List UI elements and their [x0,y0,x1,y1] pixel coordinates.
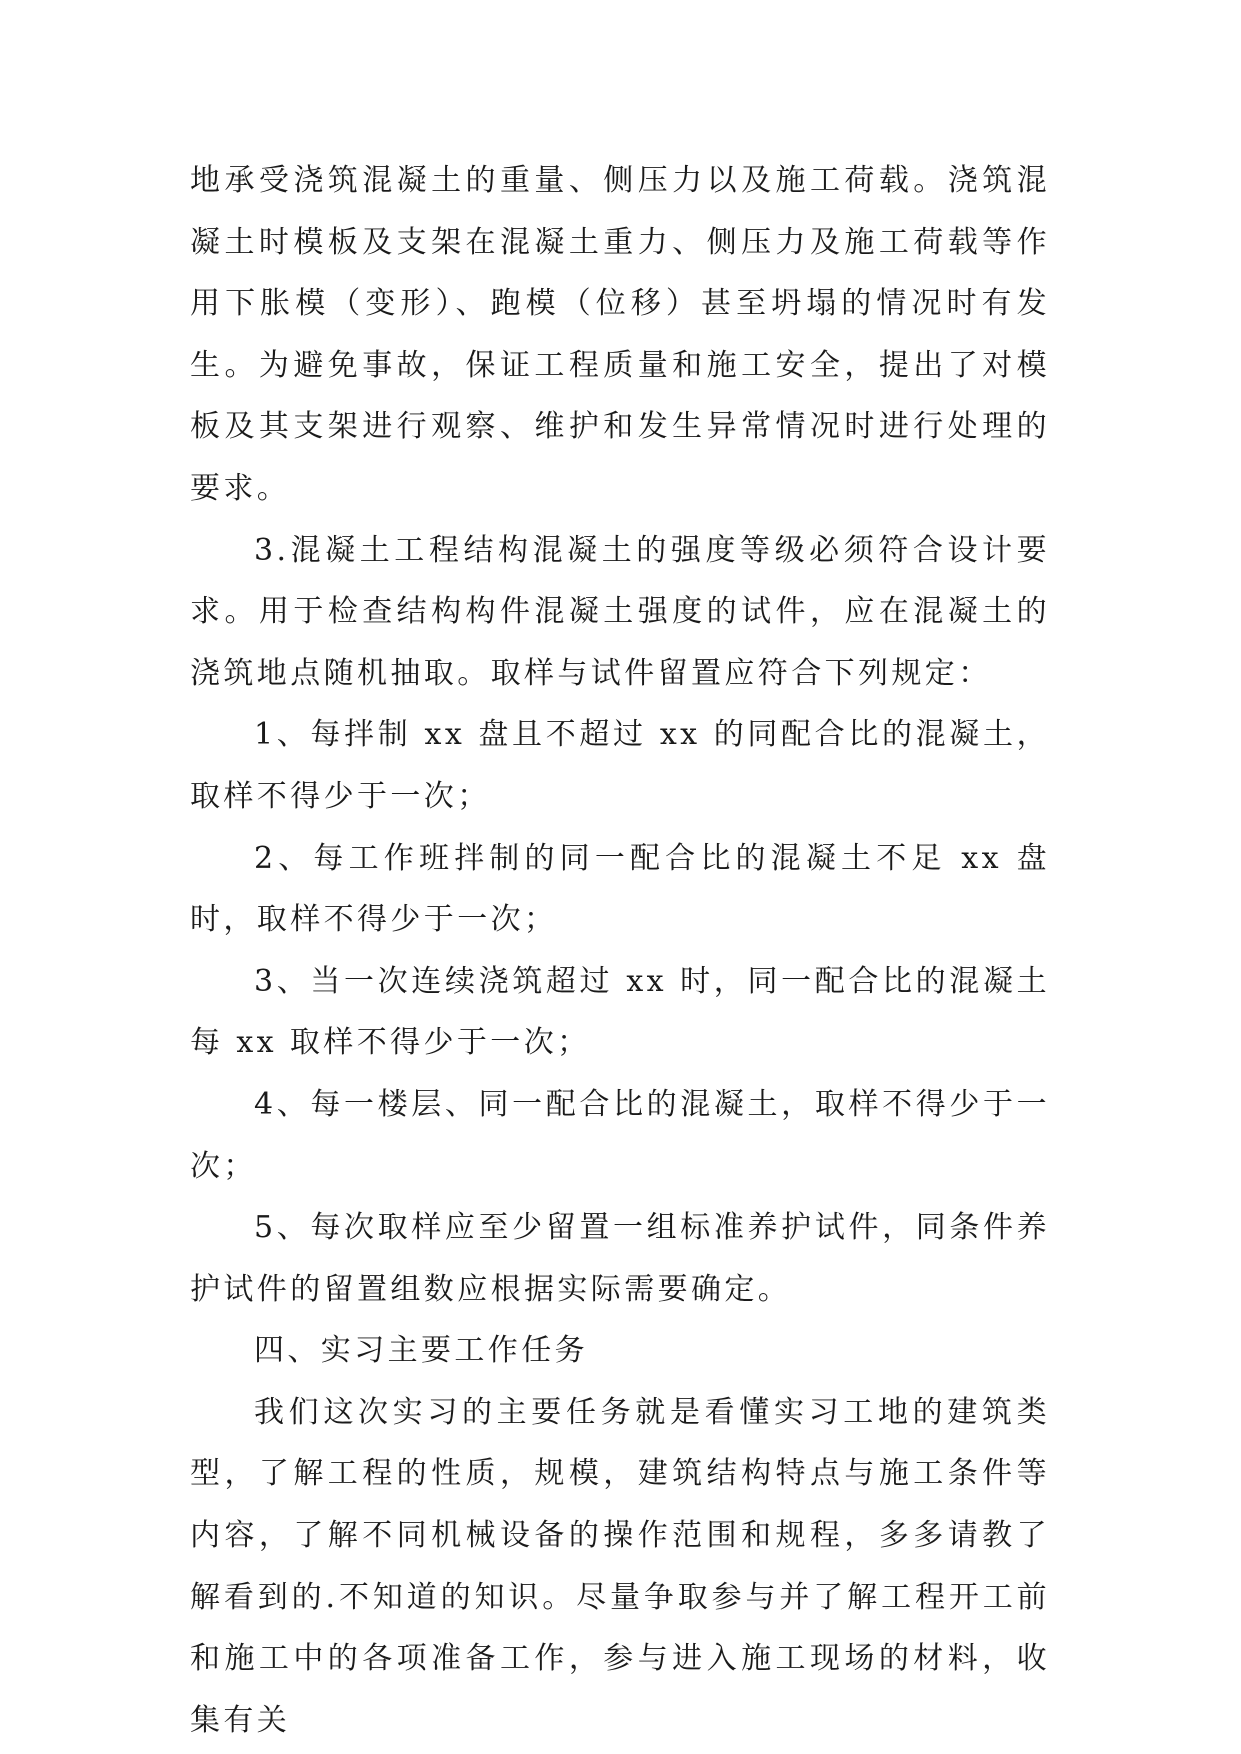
paragraph-concrete-strength: 3.混凝土工程结构混凝土的强度等级必须符合设计要求。用于检查结构构件混凝土强度的试件，应在混凝土的浇筑地点随机抽取。取样与试件留置应符合下列规定： [190,532,1050,691]
list-item-rule-4: 4、每一楼层、同一配合比的混凝土，取样不得少于一次； [190,1086,1050,1184]
list-item-rule-1: 1、每拌制 xx 盘且不超过 xx 的同配合比的混凝土，取样不得少于一次； [190,717,1050,814]
paragraph-formwork-continued: 地承受浇筑混凝土的重量、侧压力以及施工荷载。浇筑混凝土时模板及支架在混凝土重力、侧压力及施工荷载等作用下胀模（变形）、跑模（位移）甚至坍塌的情况时有发生。为避免事故，保证工程质量和施工安全，提出了对模板及其支架进行观察、维护和发生异常情况时进行处理的要求。 [190,163,1050,506]
section-heading-internship-tasks: 四、实习主要工作任务 [254,1333,588,1369]
document-body [190,150,1050,1751]
list-item-rule-3: 3、当一次连续浇筑超过 xx 时，同一配合比的混凝土每 xx 取样不得少于一次； [190,963,1050,1061]
list-item-rule-5: 5、每次取样应至少留置一组标准养护试件，同条件养护试件的留置组数应根据实际需要确定。 [190,1210,1050,1307]
paragraph-internship-tasks: 我们这次实习的主要任务就是看懂实习工地的建筑类型，了解工程的性质，规模，建筑结构特点与施工条件等内容，了解不同机械设备的操作范围和规程，多多请教了解看到的.不知道的知识。尽量争取参与并了解工程开工前和施工中的各项准备工作，参与进入施工现场的材料，收集有关 [190,1394,1050,1738]
list-item-rule-2: 2、每工作班拌制的同一配合比的混凝土不足 xx 盘时，取样不得少于一次； [190,840,1050,938]
